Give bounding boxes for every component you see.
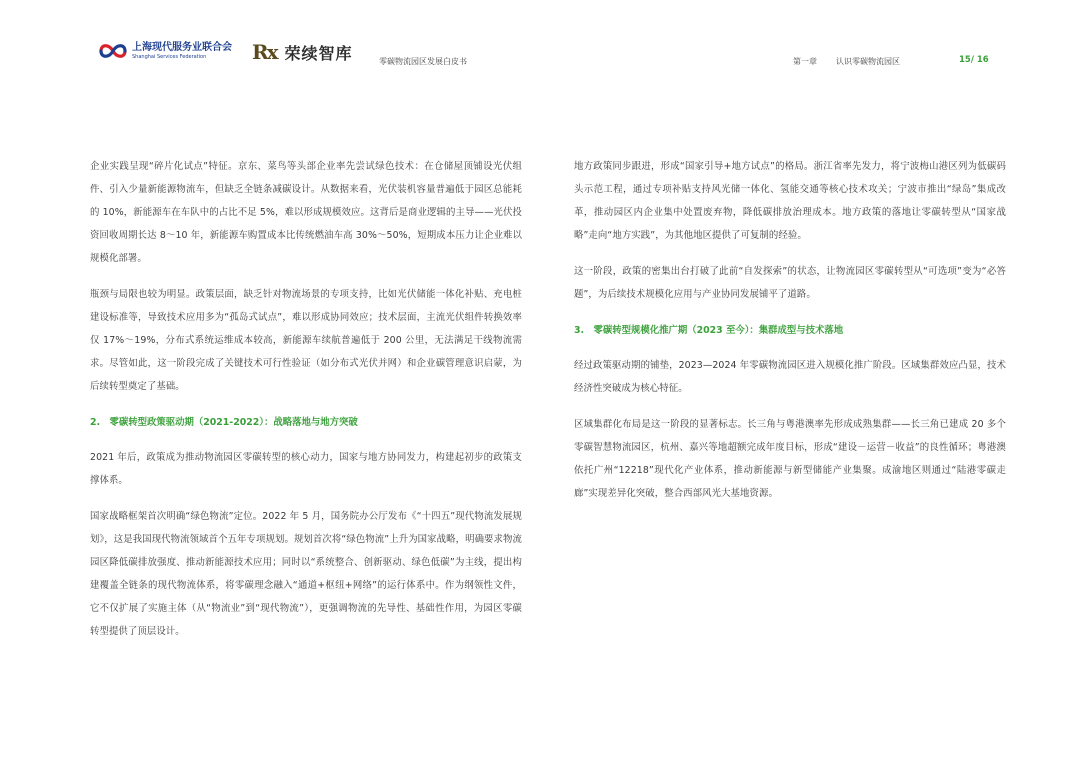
section-heading: 3. 零碳转型规模化推广期（2023 至今）：集群成型与技术落地: [574, 325, 844, 336]
paragraph: 经过政策驱动期的铺垫，2023—2024 年零碳物流园区进入规模化推广阶段。区域集群效应凸显，技术经济性突破成为核心特征。: [574, 360, 1006, 394]
page-number: 15/ 16: [959, 55, 989, 65]
paragraph: 瓶颈与局限也较为明显。政策层面，缺乏针对物流场景的专项支持，比如光伏储能一体化补贴、充电桩建设标准等，导致技术应用多为“孤岛式试点”，难以形成协同效应；技术层面，主流光伏组件转换效率仅 17%～19%，分布式系统运维成本较高，新能源车续航普遍低于 200 公里，无法满足干线物流需求。尽管如此，这一阶段完成了关键技术可行性验证（如分布式光伏并网）和企业碳管理意识启蒙，为后续转型奠定了基础。: [90, 289, 522, 392]
paragraph: 国家战略框架首次明确“绿色物流”定位。2022 年 5 月，国务院办公厅发布《“十四五”现代物流发展规划》，这是我国现代物流领域首个五年专项规划。规划首次将“绿色物流”上升为国家战略，明确要求物流园区降低碳排放强度、推动新能源技术应用；同时以“系统整合、创新驱动、绿色低碳”为主线，提出构建覆盖全链条的现代物流体系，将零碳理念融入“通道+枢纽+网络”的运行体系中。作为纲领性文件，它不仅扩展了实施主体（从“物流业”到“现代物流”），更强调物流的先导性、基础性作用，为园区零碳转型提供了顶层设计。: [90, 511, 522, 637]
section-heading: 2. 零碳转型政策驱动期（2021-2022）：战略落地与地方突破: [90, 417, 358, 428]
left-column: [90, 155, 522, 656]
rongxu-logo: [252, 40, 353, 64]
ssf-logo-cn: 上海现代服务业联合会: [132, 41, 232, 53]
rongxu-logo-name: 荣续智库: [284, 43, 353, 63]
right-column: [574, 155, 1006, 518]
ssf-logo-icon: [98, 40, 128, 62]
document-title: 零碳物流园区发展白皮书: [379, 57, 467, 66]
paragraph: 区域集群化布局是这一阶段的显著标志。长三角与粤港澳率先形成成熟集群——长三角已建成 20 多个零碳智慧物流园区，杭州、嘉兴等地超额完成年度目标，形成“建设－运营－收益”的良性循环；粤港澳依托广州“12218”现代化产业体系，推动新能源与新型储能产业集聚。成渝地区则通过“陆港零碳走廊”实现差异化突破，整合西部风光大基地资源。: [574, 419, 1006, 499]
paragraph: 地方政策同步跟进，形成“国家引导+地方试点”的格局。浙江省率先发力，将宁波梅山港区列为低碳码头示范工程，通过专项补贴支持风光储一体化、氢能交通等核心技术攻关；宁波市推出“绿岛”集成改革，推动园区内企业集中处置废弃物，降低碳排放治理成本。地方政策的落地让零碳转型从“国家战略”走向“地方实践”，为其他地区提供了可复制的经验。: [574, 161, 1006, 241]
paragraph: 2021 年后，政策成为推动物流园区零碳转型的核心动力，国家与地方协同发力，构建起初步的政策支撑体系。: [90, 452, 522, 486]
page-header: [0, 0, 1080, 80]
paragraph: 这一阶段，政策的密集出台打破了此前“自发探索”的状态，让物流园区零碳转型从“可选项”变为“必答题”，为后续技术规模化应用与产业协同发展铺平了道路。: [574, 266, 1006, 300]
chapter-name: 认识零碳物流园区: [836, 57, 900, 66]
ssf-logo-en: Shanghai Services Federation: [132, 53, 207, 60]
paragraph: 企业实践呈现“碎片化试点”特征。京东、菜鸟等头部企业率先尝试绿色技术：在仓储屋顶铺设光伏组件、引入少量新能源物流车，但缺乏全链条减碳设计。从数据来看，光伏装机容量普遍低于园区总能耗的 10%，新能源车在车队中的占比不足 5%，难以形成规模效应。这背后是商业逻辑的主导——光伏投资回收周期长达 8～10 年，新能源车购置成本比传统燃油车高 30%～50%，短期成本压力让企业难以规模化部署。: [90, 161, 522, 264]
chapter-label: 第一章: [793, 57, 817, 66]
ssf-logo: [98, 38, 238, 64]
rongxu-logo-mark: Rx: [252, 40, 277, 64]
